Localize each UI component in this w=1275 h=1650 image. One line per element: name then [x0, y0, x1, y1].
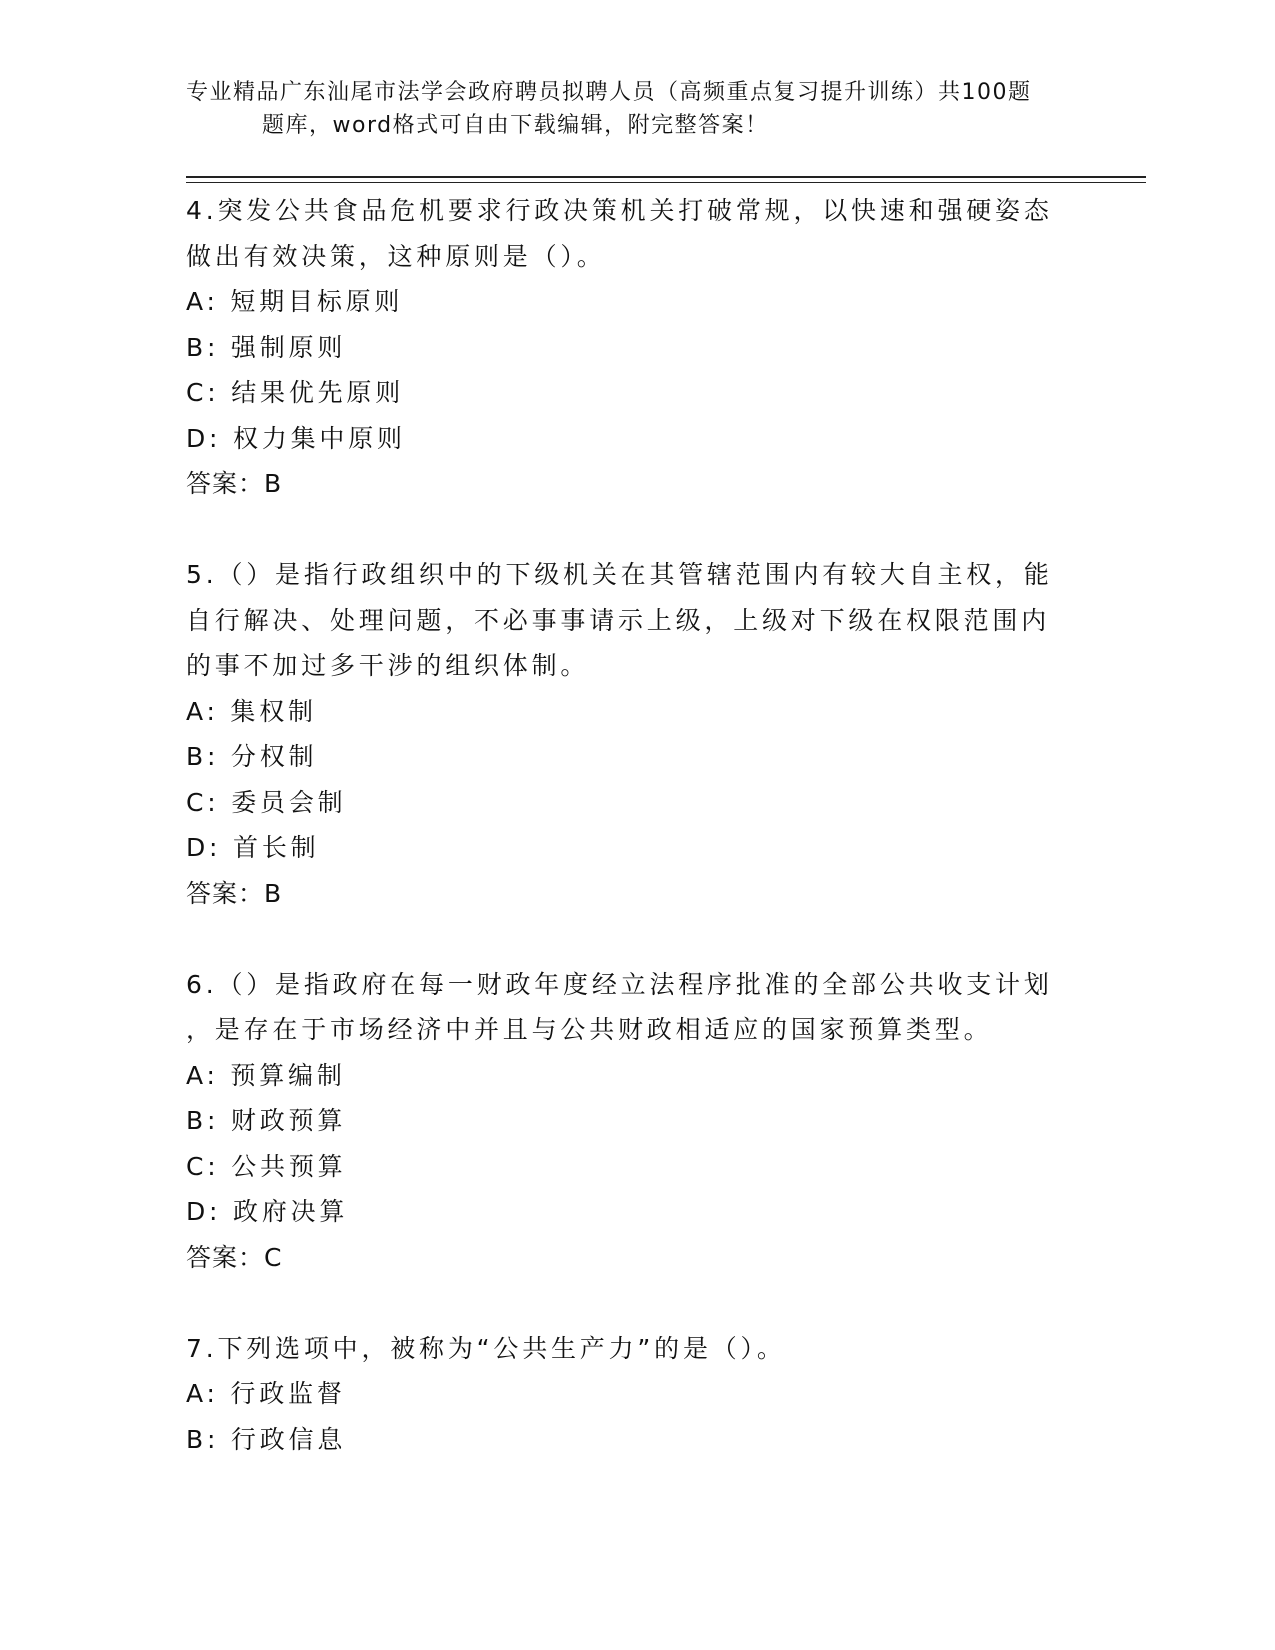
question-5	[186, 552, 1086, 916]
option-a: A: 行政监督	[186, 1379, 346, 1408]
option-b: B: 分权制	[186, 742, 318, 771]
header-title-line2: 题库，word格式可自由下载编辑，附完整答案！	[262, 113, 769, 138]
question-spacer	[186, 507, 1086, 553]
option-d: D: 政府决算	[186, 1197, 349, 1226]
option-c: C: 委员会制	[186, 787, 347, 817]
answer-line: 答案：B	[186, 878, 283, 908]
question-stem-line: 的事不加过多干涉的组织体制。	[186, 651, 590, 680]
header-rule-thick	[186, 176, 1146, 178]
question-spacer	[186, 916, 1086, 962]
option-a: A: 预算编制	[186, 1060, 346, 1090]
option-d: D: 权力集中原则	[186, 423, 406, 453]
option-a: A: 集权制	[186, 696, 317, 726]
question-4	[186, 188, 1086, 507]
option-b: B: 财政预算	[186, 1106, 347, 1135]
header-rule-thin	[186, 182, 1146, 183]
header-title-line1: 专业精品广东汕尾市法学会政府聘员拟聘人员（高频重点复习提升训练）共100题	[186, 80, 1032, 105]
option-a: A: 短期目标原则	[186, 287, 404, 316]
document-header	[186, 76, 1086, 142]
option-b: B: 强制原则	[186, 332, 347, 362]
option-b: B: 行政信息	[186, 1424, 347, 1454]
question-stem-line: 做出有效决策，这种原则是（）。	[186, 241, 606, 271]
question-stem-line: 7.下列选项中，被称为“公共生产力”的是（）。	[186, 1333, 786, 1363]
question-stem-line: 5.（）是指行政组织中的下级机关在其管辖范围内有较大自主权，能	[186, 560, 1053, 589]
answer-line: 答案：C	[186, 1242, 283, 1272]
question-spacer	[186, 1280, 1086, 1326]
question-stem-line: 4.突发公共食品危机要求行政决策机关打破常规，以快速和强硬姿态	[186, 196, 1053, 225]
option-d: D: 首长制	[186, 833, 320, 862]
option-c: C: 公共预算	[186, 1151, 347, 1181]
question-7	[186, 1326, 1086, 1463]
question-stem-line: ，是存在于市场经济中并且与公共财政相适应的国家预算类型。	[186, 1015, 993, 1044]
answer-line: 答案：B	[186, 469, 283, 498]
question-stem-line: 6.（）是指政府在每一财政年度经立法程序批准的全部公共收支计划	[186, 969, 1053, 999]
question-6	[186, 962, 1086, 1281]
option-c: C: 结果优先原则	[186, 378, 405, 407]
question-stem-line: 自行解决、处理问题，不必事事请示上级，上级对下级在权限范围内	[186, 605, 1051, 635]
question-list	[186, 188, 1086, 1462]
